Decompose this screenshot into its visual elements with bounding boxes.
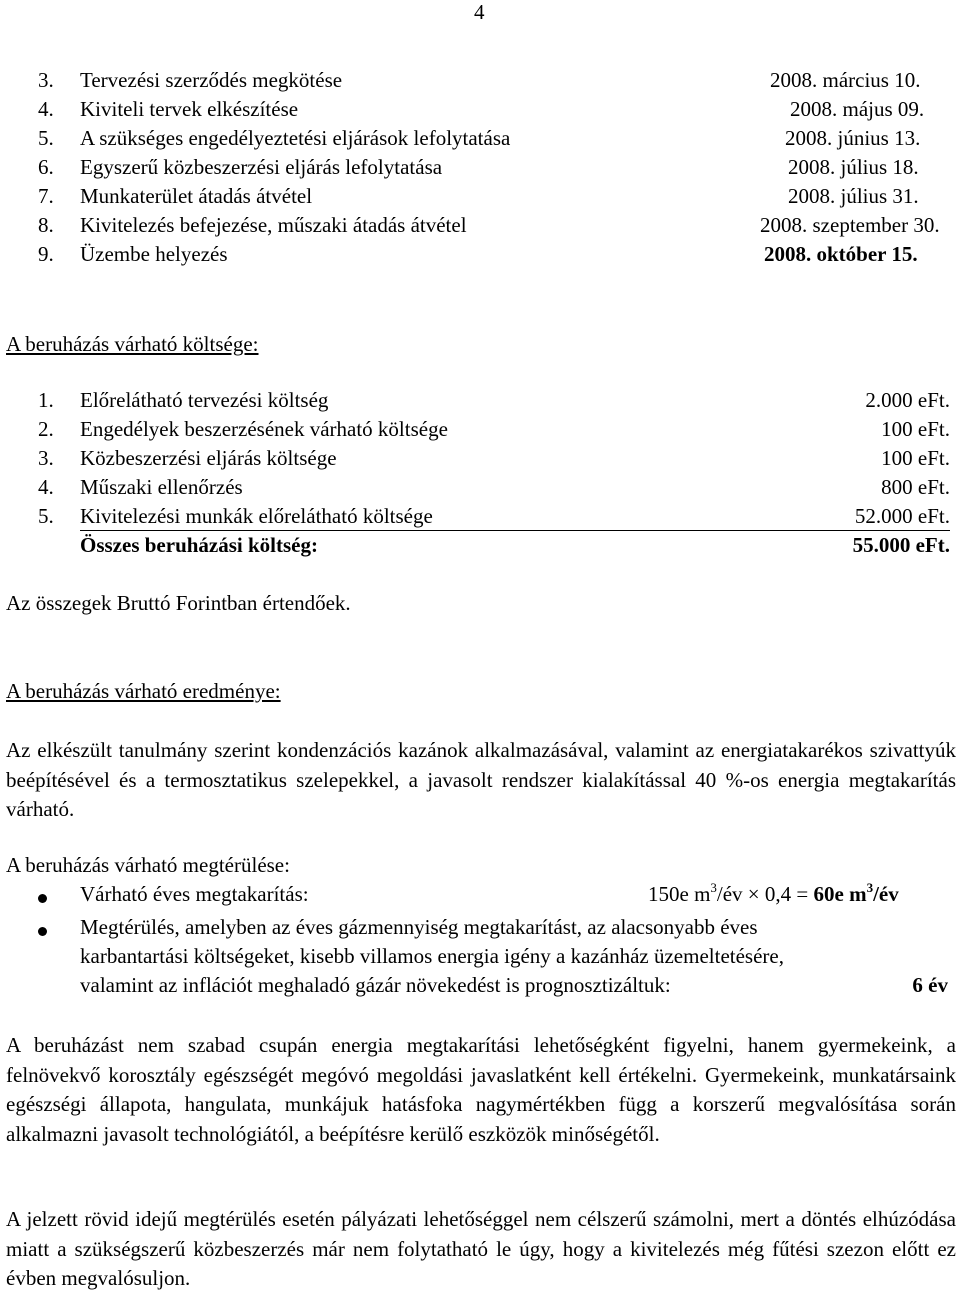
- cost-num: 3.: [38, 446, 54, 470]
- schedule-row: [0, 213, 960, 242]
- schedule-date: 2008. szeptember 30.: [760, 213, 940, 237]
- schedule-date: 2008. március 10.: [770, 68, 921, 92]
- savings-label: Várható éves megtakarítás:: [80, 882, 309, 906]
- schedule-label: Egyszerű közbeszerzési eljárás lefolytatása: [80, 155, 443, 179]
- cost-label: Közbeszerzési eljárás költsége: [80, 446, 337, 470]
- schedule-row: [0, 126, 960, 155]
- total-row: [0, 533, 960, 562]
- cost-amount: 100 eFt.: [881, 446, 950, 470]
- schedule-date: 2008. október 15.: [764, 242, 918, 266]
- total-label: Összes beruházási költség:: [80, 533, 318, 557]
- payback-line-2: karbantartási költségeket, kisebb villamos energia igény a kazánház üzemeltetésére,: [80, 944, 784, 968]
- cost-heading: A beruházás várható költsége:: [6, 332, 259, 356]
- cost-row: [0, 446, 960, 475]
- calc-exponent: 3: [710, 880, 717, 895]
- cost-amount: 52.000 eFt.: [854, 504, 950, 528]
- payback-line-1: Megtérülés, amelyben az éves gázmennyiség megtakarítást, az alacsonyabb éves: [80, 915, 758, 939]
- cost-label: Előrelátható tervezési költség: [80, 388, 329, 412]
- payback-line-3: valamint az inflációt meghaladó gázár növekedést is prognosztizáltuk:: [80, 973, 671, 997]
- schedule-row: [0, 97, 960, 126]
- paragraph-tender: A jelzett rövid idejű megtérülés esetén pályázati lehetőséggel nem célszerű számolni, mert a döntés elhúzódása miatt a szükségszerű közbeszerzés már nem folytatható le úgy, hogy a kivitelezés még fűtési szezon előtt ez évben megvalósuljon.: [6, 1207, 956, 1291]
- schedule-label: Munkaterület átadás átvétel: [80, 184, 313, 208]
- result-exponent: 3: [866, 880, 874, 895]
- cost-row: [0, 417, 960, 446]
- cost-num: 2.: [38, 417, 54, 441]
- bullet-dot-icon: [38, 927, 47, 936]
- calc-prefix: 150e m: [648, 882, 711, 906]
- schedule-date: 2008. július 18.: [788, 155, 919, 179]
- cost-num: 4.: [38, 475, 54, 499]
- payback-heading: A beruházás várható megtérülése:: [6, 853, 290, 877]
- page-number: 4: [474, 0, 485, 24]
- schedule-num: 7.: [38, 184, 54, 208]
- schedule-date: 2008. június 13.: [785, 126, 921, 150]
- payback-value: 6 év: [912, 973, 948, 997]
- gross-note: Az összegek Bruttó Forintban értendőek.: [6, 591, 351, 615]
- schedule-num: 8.: [38, 213, 54, 237]
- schedule-date: 2008. július 31.: [788, 184, 919, 208]
- result-suffix: /év: [873, 882, 899, 906]
- schedule-num: 4.: [38, 97, 54, 121]
- schedule-label: Kivitelezés befejezése, műszaki átadás átvétel: [80, 213, 467, 237]
- cost-row: [0, 504, 960, 533]
- calc-result: [814, 882, 899, 906]
- paragraph-health: A beruházást nem szabad csupán energia megtakarítási lehetőségként figyelni, hanem gyermekeink, a felnövekvő korosztály egészségét megóvó megoldási javaslatként kell értékelni. Gyermekeink, munkatársaink egészségi állapota, hangulata, munkájuk hatásfoka nagymértékben függ a korszerű megvalósítása során alkalmazni javasolt technológiától, a beépítésre kerülő eszközök minőségétől.: [6, 1033, 956, 1146]
- cost-label: Engedélyek beszerzésének várható költsége: [80, 417, 448, 441]
- schedule-row: [0, 242, 960, 271]
- schedule-date: 2008. május 09.: [790, 97, 925, 121]
- schedule-num: 3.: [38, 68, 54, 92]
- cost-row: [0, 388, 960, 417]
- result-prefix: 60e m: [813, 882, 867, 906]
- schedule-label: A szükséges engedélyeztetési eljárások lefolytatása: [80, 126, 511, 150]
- cost-row: [0, 475, 960, 504]
- cost-amount: 2.000 eFt.: [865, 388, 950, 412]
- schedule-row: [0, 68, 960, 97]
- schedule-row: [0, 184, 960, 213]
- cost-amount: 100 eFt.: [881, 417, 950, 441]
- schedule-row: [0, 155, 960, 184]
- calc-mid: /év × 0,4 =: [716, 882, 814, 906]
- result-heading: A beruházás várható eredménye:: [6, 679, 281, 703]
- cost-num: 1.: [38, 388, 54, 412]
- cost-amount: 800 eFt.: [881, 475, 950, 499]
- schedule-num: 9.: [38, 242, 54, 266]
- savings-calc: [648, 882, 899, 907]
- schedule-label: Üzembe helyezés: [80, 242, 228, 266]
- cost-label: Műszaki ellenőrzés: [80, 475, 243, 499]
- schedule-label: Tervezési szerződés megkötése: [80, 68, 343, 92]
- schedule-num: 5.: [38, 126, 54, 150]
- cost-num: 5.: [38, 504, 54, 528]
- cost-label: Kivitelezési munkák előrelátható költsége: [80, 504, 433, 528]
- sum-underline: [80, 530, 950, 531]
- total-amount: 55.000 eFt.: [852, 533, 950, 557]
- bullet-dot-icon: [38, 894, 47, 903]
- schedule-label: Kiviteli tervek elkészítése: [80, 97, 299, 121]
- result-paragraph: Az elkészült tanulmány szerint kondenzációs kazánok alkalmazásával, valamint az energiatakarékos szivattyúk beépítésével és a termosztatikus szelepekkel, a javasolt rendszer kialakítással 40 %-os energia megtakarítás várható.: [6, 738, 956, 822]
- schedule-num: 6.: [38, 155, 54, 179]
